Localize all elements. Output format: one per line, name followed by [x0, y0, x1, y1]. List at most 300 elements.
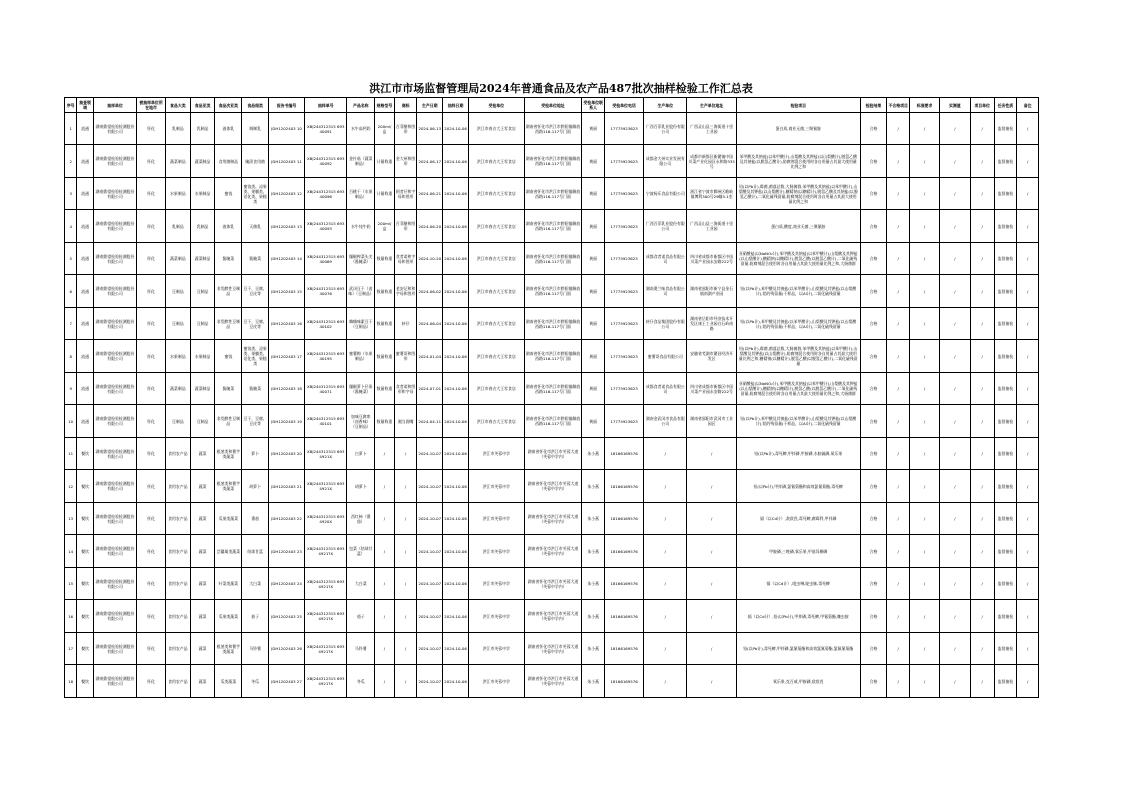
table-cell: 腌渍食用菌 — [242, 145, 269, 178]
table-cell: 苯甲酸及其钠盐(以苯甲酸计),山梨酸及其钾盐(以山梨酸计),脱氢乙酸及其钠盐(以脱氢乙酸计),防腐剂混合使用时各自用量占其最大使用量比例之和 — [736, 145, 860, 178]
table-cell: 成都市新都区新繁镇中国川菜产业化园区永和路335号 — [687, 145, 736, 178]
table-cell: / — [687, 568, 736, 600]
table-cell: 湖南鼎望检验检测股份有限公司 — [93, 340, 136, 373]
table-cell: 蔬菜 — [190, 438, 215, 470]
table-cell: 洪江市春吉大王零食店 — [468, 113, 524, 145]
column-header: 受检单位 — [468, 98, 524, 113]
table-cell: 广西百菲乳业股份有限公司 — [644, 113, 687, 145]
table-cell: XBJ244312515 69340092 — [305, 145, 347, 178]
table-cell: / — [887, 340, 910, 373]
table-cell: JDH1202403 24 — [269, 568, 305, 600]
table-cell: 2024-10-07 — [417, 503, 443, 535]
table-cell: 成都金大州实业发展有限公司 — [644, 145, 687, 178]
table-cell: 洪江市春吉大王零食店 — [468, 405, 524, 438]
table-cell: 数量称重 — [375, 373, 395, 405]
table-cell: / — [887, 178, 910, 210]
table-cell: / — [970, 178, 994, 210]
table-cell: 2 — [65, 145, 77, 178]
table-cell: 蜜饯 — [215, 178, 242, 210]
table-cell: 酱腌菜 — [242, 243, 269, 275]
table-cell: 湖南省岳阳市经济技术开发区康王工业园白石岭南路 — [687, 308, 736, 340]
table-cell: / — [910, 568, 940, 600]
table-cell: 朱小燕 — [582, 438, 605, 470]
column-header: 受检单位联系人 — [582, 98, 605, 113]
table-cell: / — [939, 275, 970, 308]
column-header: 备注 — [1017, 98, 1039, 113]
table-cell: 17775923623 — [604, 113, 643, 145]
table-cell: XBJ244312515 6934921?X — [305, 665, 347, 698]
table-cell: 洪江市芙蓉中学 — [468, 633, 524, 665]
table-cell: / — [939, 243, 970, 275]
table-cell: 朱小燕 — [582, 535, 605, 568]
table-cell: JDH1202403 26 — [269, 633, 305, 665]
table-cell: 湖南鼎望检验检测股份有限公司 — [93, 470, 136, 503]
table-cell: / — [394, 503, 417, 535]
table-cell: 2024-10-06 — [443, 405, 469, 438]
table-cell: 监督抽检 — [994, 275, 1017, 308]
table-cell: / — [375, 470, 395, 503]
table-cell: 怀化 — [137, 340, 166, 373]
table-cell: 洪江市春吉大王零食店 — [468, 340, 524, 373]
table-cell: XBJ244312515 6934920X — [305, 503, 347, 535]
column-header: 报告书编号 — [269, 98, 305, 113]
table-cell: 湖南省怀化市洪江市芙蓉大道（芙蓉中学内） — [524, 470, 582, 503]
column-header: 食品大类 — [165, 98, 190, 113]
table-cell: JDH1202403 11 — [269, 145, 305, 178]
table-cell: 转仔 — [394, 308, 417, 340]
table-cell: JDH1202403 20 — [269, 438, 305, 470]
table-cell: / — [375, 633, 395, 665]
table-cell: 餐饮 — [77, 503, 93, 535]
table-row — [65, 438, 1039, 470]
table-cell: 亚硝酸盐(以NaNO₂计),苯甲酸及其钠盐(以苯甲酸计),山梨酸及其钾盐(以山梨酸计),糖精钠(以糖精计),脱氢乙酸(以脱氢乙酸计),二氧化硫残留量,防腐剂混合使用时各自用量占其最大使用量比例之和,大肠菌群 — [736, 373, 860, 405]
table-cell: 洪江市芙蓉中学 — [468, 600, 524, 633]
table-cell: 酱腌菜 — [242, 373, 269, 405]
table-cell: 2024-06-21 — [417, 178, 443, 210]
table-cell: 亚硝酸盐(以NaNO₂计),苯甲酸及其钠盐(以苯甲酸计),山梨酸及其钾盐(以山梨酸计),糖精钠(以糖精计),脱氢乙酸(以脱氢乙酸计),二氧化硫残留量,防腐剂混合使用时各自用量占其最大使用量比例之和,大肠菌群 — [736, 243, 860, 275]
table-cell: 洪江市芙蓉中学 — [468, 535, 524, 568]
table-cell: XBJ244312515 69340076 — [305, 275, 347, 308]
table-cell: 监督抽检 — [994, 113, 1017, 145]
table-cell: / — [394, 600, 417, 633]
table-cell: 计量称重 — [375, 145, 395, 178]
table-cell: 茄子 — [242, 600, 269, 633]
table-cell: / — [970, 568, 994, 600]
table-cell: 乳制品 — [190, 113, 215, 145]
table-cell: JDH1202403 23 — [269, 535, 305, 568]
table-cell: / — [394, 535, 417, 568]
table-cell: 合格 — [860, 568, 887, 600]
table-row — [65, 600, 1039, 633]
table-row — [65, 633, 1039, 665]
table-cell: / — [970, 113, 994, 145]
table-cell: 湖南金武冈市食品有限公司 — [644, 405, 687, 438]
table-cell: 朱小燕 — [582, 665, 605, 698]
table-cell: / — [910, 470, 940, 503]
table-cell: 叶菜类蔬菜 — [215, 568, 242, 600]
table-cell: JDH1202403 19 — [269, 405, 305, 438]
table-cell: 番茄 — [242, 503, 269, 535]
table-cell: / — [939, 535, 970, 568]
table-cell: 怀化 — [137, 243, 166, 275]
table-cell: 乳制品 — [190, 210, 215, 243]
column-header: 受检单位地址 — [524, 98, 582, 113]
table-cell: 马铃薯 — [347, 633, 375, 665]
table-cell: / — [687, 665, 736, 698]
table-cell: 铅(以Pb计),霉菌,菌落总数,大肠菌群,苯甲酸及其钠盐(以苯甲酸计),山梨酸及其钾盐(以山梨酸计),糖精钠(以糖精计),脱氢乙酸及其钠盐(以脱氢乙酸计),二氧化硫残留量,防腐剂混合使用时各自用量占其最大使用量比例之和 — [736, 178, 860, 210]
table-cell: 蔬菜 — [190, 568, 215, 600]
table-cell: 18166169576 — [604, 633, 643, 665]
table-cell: / — [887, 145, 910, 178]
column-header: 抽样单号 — [305, 98, 347, 113]
table-cell: 水牛纯牛奶 — [347, 210, 375, 243]
table-row — [65, 405, 1039, 438]
table-cell: 湖南省怀化市洪江市芙蓉大道（芙蓉中学内） — [524, 568, 582, 600]
table-cell: 怀化 — [137, 145, 166, 178]
table-cell: 流通 — [77, 275, 93, 308]
table-cell: 洪江市芙蓉中学 — [468, 568, 524, 600]
table-cell: / — [375, 600, 395, 633]
table-cell: / — [1017, 438, 1039, 470]
table-cell: XBJ244312515 69340096 — [305, 178, 347, 210]
table-cell: 流通 — [77, 243, 93, 275]
table-cell: / — [939, 178, 970, 210]
table-cell: / — [887, 470, 910, 503]
table-cell: 爆椒萝卜仔条（酱腌菜） — [347, 373, 375, 405]
table-cell: 湖南奥兰味食品有限公司 — [644, 275, 687, 308]
table-cell: 朱小燕 — [582, 568, 605, 600]
table-cell: 餐饮 — [77, 535, 93, 568]
table-cell: / — [1017, 373, 1039, 405]
table-cell: JDH1202403 12 — [269, 178, 305, 210]
table-cell: / — [644, 568, 687, 600]
table-cell: XBJ244312515 6934921?X — [305, 633, 347, 665]
table-cell: 铅(以Pb计),毒死蜱,甲拌磷,甲胺磷,水胺硫磷,氧乐果 — [736, 438, 860, 470]
table-cell: 蔬菜 — [190, 600, 215, 633]
table-cell: 10 — [65, 405, 77, 438]
table-cell: 湖南鼎望检验检测股份有限公司 — [93, 178, 136, 210]
table-cell: 怀化 — [137, 405, 166, 438]
table-cell: 非发酵性豆制品 — [215, 308, 242, 340]
table-cell: / — [644, 633, 687, 665]
table-cell: 2024-10-07 — [417, 600, 443, 633]
table-cell: 水果制品 — [165, 178, 190, 210]
table-cell: 大白菜 — [347, 568, 375, 600]
table-row — [65, 340, 1039, 373]
table-cell: 结球甘蓝 — [242, 535, 269, 568]
table-cell: / — [910, 535, 940, 568]
table-cell: / — [887, 600, 910, 633]
table-cell: 湖南鼎望检验检测股份有限公司 — [93, 633, 136, 665]
table-row — [65, 503, 1039, 535]
table-cell: 豆干、豆腐、豆皮等 — [242, 308, 269, 340]
column-header: 食品亚类 — [190, 98, 215, 113]
table-cell: 合格 — [860, 503, 887, 535]
table-cell: / — [939, 470, 970, 503]
table-cell: / — [1017, 633, 1039, 665]
table-cell: / — [1017, 145, 1039, 178]
table-cell: / — [939, 568, 970, 600]
table-cell: 2024-10-06 — [443, 308, 469, 340]
table-cell: / — [1017, 113, 1039, 145]
table-cell: JDH1202403 25 — [269, 600, 305, 633]
column-header: 序号 — [65, 98, 77, 113]
table-cell: 洪江市春吉大王零食店 — [468, 243, 524, 275]
column-header: 生产单位 — [644, 98, 687, 113]
table-cell: 洪江市芙蓉中学 — [468, 665, 524, 698]
table-cell: 2024-10-06 — [443, 535, 469, 568]
table-cell: 蔬菜 — [190, 633, 215, 665]
table-cell: / — [375, 438, 395, 470]
table-cell: 瓜果类蔬菜 — [215, 503, 242, 535]
table-cell: 冬瓜 — [347, 665, 375, 698]
table-cell: 15 — [65, 568, 77, 600]
table-cell: 2024-10-06 — [443, 503, 469, 535]
table-cell: / — [687, 600, 736, 633]
table-cell: 2024-10-07 — [417, 438, 443, 470]
table-cell: XBJ244312515 69340195 — [305, 340, 347, 373]
table-cell: 监督抽检 — [994, 568, 1017, 600]
table-cell: 18166169576 — [604, 470, 643, 503]
table-cell: 合格 — [860, 178, 887, 210]
table-cell: 监督抽检 — [994, 243, 1017, 275]
table-cell: / — [939, 308, 970, 340]
table-cell: 豆制品 — [165, 275, 190, 308]
table-cell: 食者诺和字母和图形 — [394, 243, 417, 275]
column-header: 被抽样单位所在地市 — [137, 98, 166, 113]
table-cell: 蔬菜制品 — [190, 243, 215, 275]
table-cell: XBJ244312515 69340091 — [305, 113, 347, 145]
table-cell: 根茎类和薯芋类蔬菜 — [215, 470, 242, 503]
table-cell: 合格 — [860, 340, 887, 373]
table-cell: / — [375, 535, 395, 568]
table-cell: / — [687, 633, 736, 665]
table-cell: 豆制品 — [190, 275, 215, 308]
table-header-row — [65, 98, 1039, 113]
table-cell: 湖南省怀化市洪江市黔阳镇解放西路116-117号门面 — [524, 373, 582, 405]
table-row — [65, 373, 1039, 405]
table-cell: 湖南鼎望检验检测股份有限公司 — [93, 145, 136, 178]
table-cell: / — [970, 340, 994, 373]
table-cell: 2024-10-06 — [443, 340, 469, 373]
table-cell: 酱腌菜 — [215, 373, 242, 405]
table-cell: / — [939, 633, 970, 665]
table-cell: 17775923623 — [604, 145, 643, 178]
table-cell: / — [644, 535, 687, 568]
table-cell: 液体乳 — [215, 210, 242, 243]
table-cell: 豆干、豆腐、豆皮等 — [242, 405, 269, 438]
table-cell: 湖南鼎望检验检测股份有限公司 — [93, 308, 136, 340]
table-cell: 铅(以Pb计),苯甲酸及其钠盐(以苯甲酸计),山梨酸及其钾盐(以山梨酸计),铝的残留量(干样品，以Al计),二氧化硫残留量 — [736, 405, 860, 438]
table-cell: 黄丽 — [582, 113, 605, 145]
table-cell: 监督抽检 — [994, 438, 1017, 470]
table-cell: 怀化 — [137, 600, 166, 633]
table-cell: / — [644, 600, 687, 633]
table-cell: 蔬菜制品 — [190, 373, 215, 405]
table-cell: 监督抽检 — [994, 470, 1017, 503]
table-cell: 怀化 — [137, 535, 166, 568]
table-cell: / — [1017, 210, 1039, 243]
table-cell: 餐饮 — [77, 665, 93, 698]
table-cell: 湖南鼎望检验检测股份有限公司 — [93, 113, 136, 145]
table-cell: 17775923623 — [604, 340, 643, 373]
table-cell: 监督抽检 — [994, 340, 1017, 373]
table-cell: 金大州和图形 — [394, 145, 417, 178]
table-cell: 怀化 — [137, 210, 166, 243]
table-cell: / — [1017, 275, 1039, 308]
table-cell: 18166169576 — [604, 503, 643, 535]
table-cell: 铅(以Pb计),苯甲酸及其钠盐(以苯甲酸计),山梨酸及其钾盐(以山梨酸计),铝的残留量(干样品，以Al计),二氧化硫残留量 — [736, 308, 860, 340]
table-cell: 200ml/盒 — [375, 113, 395, 145]
table-cell: 2024-10-07 — [417, 665, 443, 698]
table-cell: 豆制品 — [165, 308, 190, 340]
table-cell: / — [887, 438, 910, 470]
table-cell: 黄丽 — [582, 275, 605, 308]
table-cell: / — [1017, 340, 1039, 373]
table-cell: 湖南鼎望检验检测股份有限公司 — [93, 503, 136, 535]
table-row — [65, 568, 1039, 600]
table-cell: / — [939, 210, 970, 243]
table-cell: 流通 — [77, 340, 93, 373]
table-cell: 2024-10-06 — [443, 178, 469, 210]
table-cell: 计量称重 — [375, 178, 395, 210]
table-cell: / — [910, 243, 940, 275]
table-cell: / — [1017, 405, 1039, 438]
table-cell: / — [887, 243, 910, 275]
column-header: 不合格项目 — [887, 98, 910, 113]
table-cell: / — [939, 405, 970, 438]
table-cell: 2024-06-20 — [417, 210, 443, 243]
table-cell: JDH1202403 21 — [269, 470, 305, 503]
column-header: 生产单位地址 — [687, 98, 736, 113]
table-cell: 2024-01-04 — [417, 340, 443, 373]
table-cell: 西红柿（番茄） — [347, 503, 375, 535]
table-cell: 流通 — [77, 210, 93, 243]
column-header: 抽查领域 — [77, 98, 93, 113]
column-header: 受检单位电话 — [604, 98, 643, 113]
table-cell: 合格 — [860, 210, 887, 243]
table-cell: 数量称重 — [375, 340, 395, 373]
table-cell: 湖南省怀化市洪江市芙蓉大道（芙蓉中学内） — [524, 535, 582, 568]
table-cell: / — [970, 438, 994, 470]
table-cell: JDH1202403 17 — [269, 340, 305, 373]
table-cell: 怀化 — [137, 503, 166, 535]
table-cell: / — [970, 308, 994, 340]
table-cell: 2024-10-07 — [417, 470, 443, 503]
table-cell: / — [970, 470, 994, 503]
table-cell: JDH1202403 27 — [269, 665, 305, 698]
table-cell: 2024-10-06 — [443, 113, 469, 145]
table-cell: / — [1017, 243, 1039, 275]
table-cell: 白萝卜 — [347, 438, 375, 470]
table-cell: 转仔食品集团股份有限公司 — [644, 308, 687, 340]
table-cell: 根茎类和薯芋类蔬菜 — [215, 633, 242, 665]
table-cell: 怀化 — [137, 470, 166, 503]
table-cell: / — [394, 438, 417, 470]
table-cell: 蛋白质,商业无菌,三聚氰胺 — [736, 113, 860, 145]
table-cell: 朱小燕 — [582, 600, 605, 633]
table-cell: 瓜类蔬菜 — [215, 665, 242, 698]
table-cell: 百桃干（水果制品） — [347, 178, 375, 210]
table-cell: / — [939, 503, 970, 535]
column-header: 检验项目 — [736, 98, 860, 113]
table-cell: 四川省成都市新都区中国川菜产业园永安路222号 — [687, 373, 736, 405]
table-cell: XBJ244312515 69340101 — [305, 405, 347, 438]
table-cell: / — [1017, 665, 1039, 698]
table-cell: 2024-07-01 — [417, 373, 443, 405]
table-cell: / — [910, 340, 940, 373]
table-cell: 数量称重 — [375, 405, 395, 438]
table-cell: / — [970, 210, 994, 243]
table-cell: 17775923623 — [604, 178, 643, 210]
table-cell: 根茎类和薯芋类蔬菜 — [215, 438, 242, 470]
table-cell: / — [394, 665, 417, 698]
table-cell: 非发酵性豆制品 — [215, 275, 242, 308]
table-cell: / — [910, 600, 940, 633]
table-cell: 黄丽 — [582, 405, 605, 438]
table-cell: 胡萝卜 — [242, 470, 269, 503]
table-cell: / — [970, 665, 994, 698]
table-cell: / — [970, 600, 994, 633]
table-cell: 餐饮 — [77, 470, 93, 503]
table-cell: 4 — [65, 210, 77, 243]
table-cell: 黄丽 — [582, 340, 605, 373]
table-cell: 2024-10-06 — [443, 373, 469, 405]
table-cell: 食用农产品 — [165, 535, 190, 568]
table-cell: / — [687, 503, 736, 535]
table-cell: 湖南鼎望检验检测股份有限公司 — [93, 373, 136, 405]
table-cell: 湖南鼎望检验检测股份有限公司 — [93, 568, 136, 600]
table-cell: 监督抽检 — [994, 535, 1017, 568]
table-cell: 蜜饯 — [215, 340, 242, 373]
table-cell: 爆椒榨菜头尖（酱腌菜） — [347, 243, 375, 275]
table-cell: / — [910, 405, 940, 438]
document-title: 洪江市市场监督管理局2024年普通食品及农产品487批次抽样检验工作汇总表 — [369, 82, 753, 95]
table-cell: 广西灵山县三海街道十里工业园 — [687, 210, 736, 243]
column-header: 项目单位 — [970, 98, 994, 113]
table-cell: 2024-10-06 — [443, 665, 469, 698]
column-header: 检验结果 — [860, 98, 887, 113]
table-row — [65, 145, 1039, 178]
table-cell: 灭菌乳 — [242, 210, 269, 243]
table-cell: 食用农产品 — [165, 665, 190, 698]
table-cell: / — [970, 145, 994, 178]
table-cell: 氧乐果,克百威,甲胺磷,敌敌畏 — [736, 665, 860, 698]
table-cell: / — [375, 503, 395, 535]
table-cell: 湖南省怀化市洪江市黔阳镇解放西路116-117号门面 — [524, 113, 582, 145]
table-cell: 镉（以Cd计）,铅(以Pb计),甲拌磷,毒死蜱,甲氰菊酯,噻虫胺 — [736, 600, 860, 633]
table-cell: 镉（以Cd计）,吡虫啉,啶虫脒,毒死蜱 — [736, 568, 860, 600]
table-cell: 合格 — [860, 438, 887, 470]
table-row — [65, 470, 1039, 503]
column-header: 食品细类 — [242, 98, 269, 113]
column-header: 抽样日期 — [443, 98, 469, 113]
table-cell: 武冈豆干（卤味）（豆制品） — [347, 275, 375, 308]
table-cell: 胡萝卜 — [347, 470, 375, 503]
table-cell: 湖南省怀化市洪江市芙蓉大道（芙蓉中学内） — [524, 438, 582, 470]
table-cell: 瓜果类蔬菜 — [215, 600, 242, 633]
table-cell: / — [887, 113, 910, 145]
table-cell: / — [1017, 568, 1039, 600]
table-body — [65, 113, 1039, 698]
table-cell: 湘当润嘴 — [394, 405, 417, 438]
table-row — [65, 535, 1039, 568]
table-cell: / — [644, 438, 687, 470]
table-cell: 马铃薯 — [242, 633, 269, 665]
table-cell: 监督抽检 — [994, 210, 1017, 243]
table-row — [65, 113, 1039, 145]
table-cell: / — [910, 633, 940, 665]
